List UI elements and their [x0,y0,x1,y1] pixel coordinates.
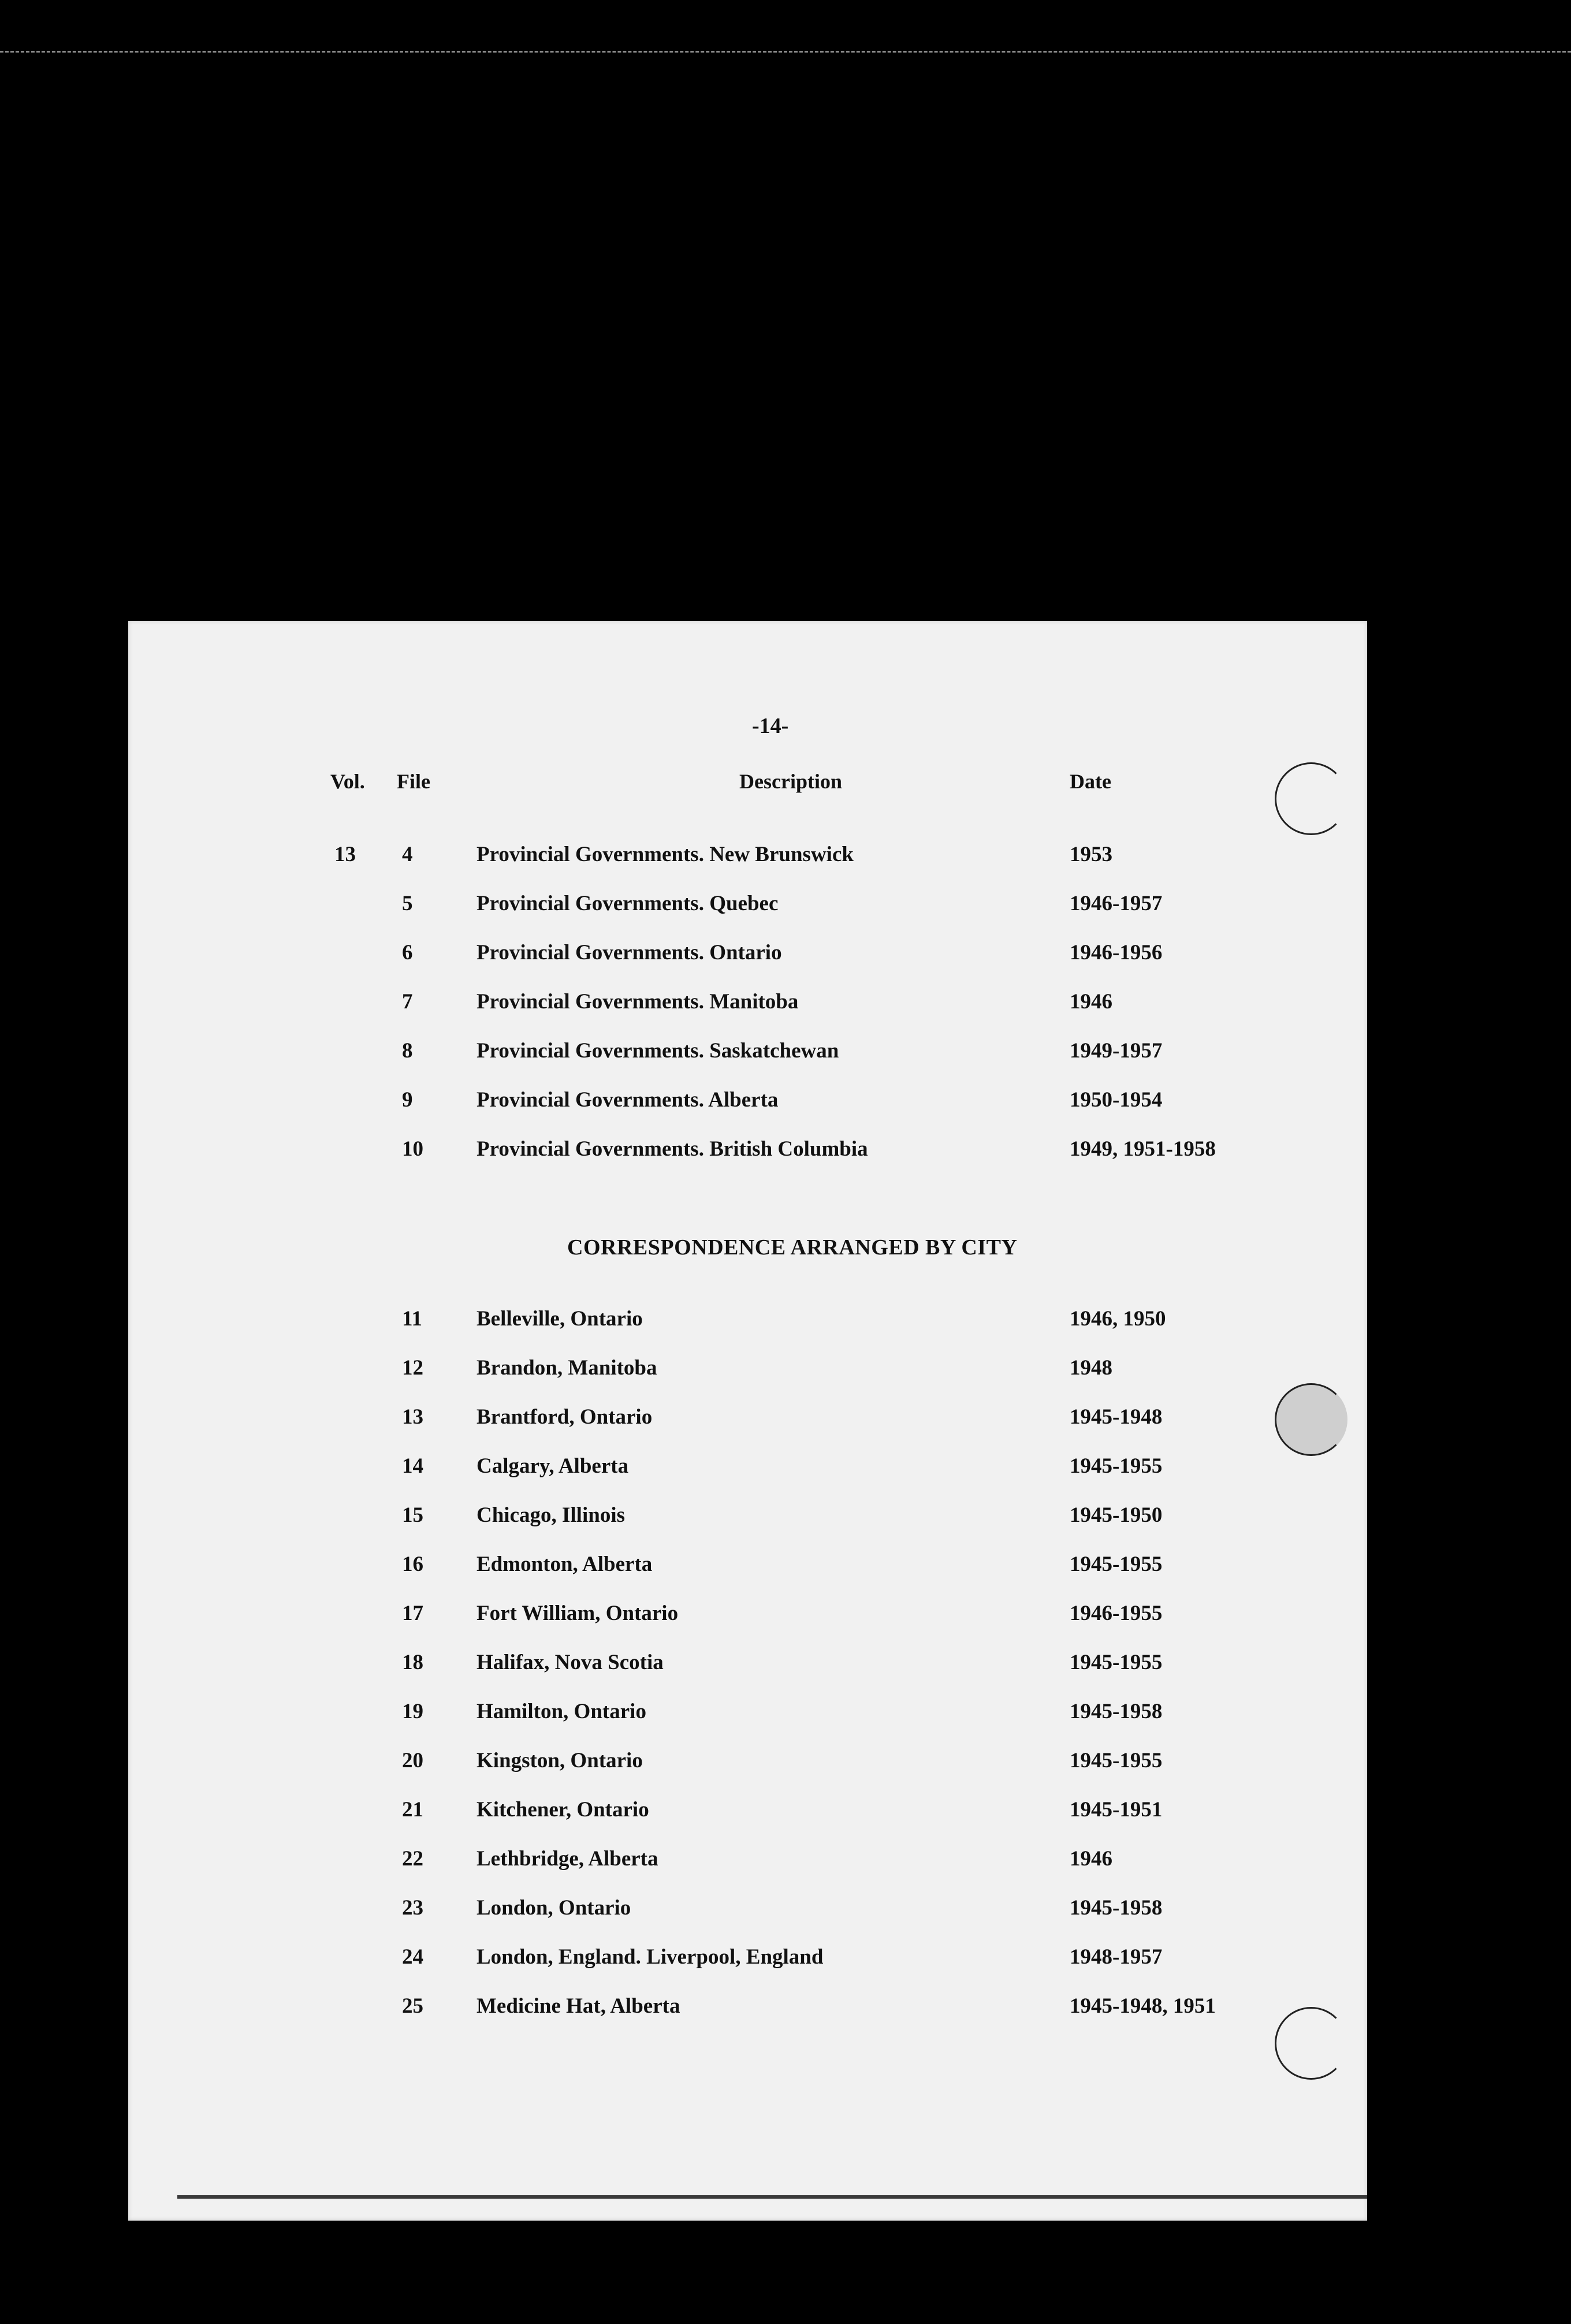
row-date: 1945-1958 [1070,1896,1163,1920]
row-file: 12 [402,1356,423,1380]
row-file: 20 [402,1749,423,1772]
row-file: 21 [402,1798,423,1822]
row-date: 1946 [1070,1847,1112,1871]
row-file: 11 [402,1307,422,1331]
row-date: 1945-1955 [1070,1454,1163,1478]
table-row [128,842,1367,871]
row-date: 1945-1951 [1070,1798,1163,1822]
row-description: Chicago, Illinois [476,1503,625,1527]
table-row [128,1699,1367,1728]
row-file: 9 [402,1088,413,1112]
table-row [128,1994,1367,2023]
punch-hole-middle [1275,1383,1347,1456]
row-description: Kitchener, Ontario [476,1798,649,1822]
row-description: Halifax, Nova Scotia [476,1651,664,1674]
table-row [128,1137,1367,1165]
row-file: 17 [402,1602,423,1625]
row-description: London, Ontario [476,1896,631,1920]
row-date: 1945-1948, 1951 [1070,1994,1216,2018]
row-date: 1945-1955 [1070,1749,1163,1772]
row-date: 1953 [1070,843,1112,866]
table-row [128,1454,1367,1483]
row-description: Belleville, Ontario [476,1307,643,1331]
table-row [128,1797,1367,1826]
row-description: Provincial Governments. Alberta [476,1088,779,1112]
row-file: 22 [402,1847,423,1871]
row-file: 24 [402,1945,423,1969]
row-description: Provincial Governments. Ontario [476,941,782,964]
row-description: Provincial Governments. New Brunswick [476,843,854,866]
scan-top-edge [0,51,1571,53]
row-description: Medicine Hat, Alberta [476,1994,680,2018]
column-header-date: Date [1070,770,1111,793]
table-row [128,1306,1367,1335]
punch-hole-top [1275,762,1347,835]
row-file: 15 [402,1503,423,1527]
punch-hole-bottom [1275,2007,1347,2080]
row-file: 16 [402,1552,423,1576]
row-description: Provincial Governments. British Columbia [476,1137,868,1161]
table-row [128,1601,1367,1630]
column-header-vol: Vol. [330,770,365,793]
row-file: 18 [402,1651,423,1674]
row-file: 23 [402,1896,423,1920]
row-description: Kingston, Ontario [476,1749,643,1772]
row-date: 1946-1956 [1070,941,1163,964]
row-date: 1945-1958 [1070,1700,1163,1723]
table-row [128,1405,1367,1433]
row-description: Provincial Governments. Saskatchewan [476,1039,839,1063]
row-date: 1945-1950 [1070,1503,1163,1527]
table-row [128,1038,1367,1067]
row-date: 1948-1957 [1070,1945,1163,1969]
row-file: 6 [402,941,413,964]
table-row [128,1945,1367,1973]
row-description: Brantford, Ontario [476,1405,653,1429]
column-header-description: Description [739,770,842,793]
row-date: 1948 [1070,1356,1112,1380]
row-date: 1949-1957 [1070,1039,1163,1063]
table-row [128,1650,1367,1679]
table-row [128,940,1367,969]
row-date: 1945-1948 [1070,1405,1163,1429]
document-page [128,621,1367,2221]
column-header-file: File [397,770,430,793]
page-number: -14- [752,714,789,738]
row-description: Fort William, Ontario [476,1602,679,1625]
section-title: CORRESPONDENCE ARRANGED BY CITY [567,1235,1018,1260]
bottom-rule [177,2195,1367,2199]
row-vol: 13 [334,843,356,866]
row-file: 25 [402,1994,423,2018]
table-row [128,1748,1367,1777]
table-row [128,1503,1367,1532]
row-description: Provincial Governments. Manitoba [476,990,799,1014]
row-description: Hamilton, Ontario [476,1700,646,1723]
row-file: 19 [402,1700,423,1723]
table-row [128,1846,1367,1875]
row-file: 10 [402,1137,423,1161]
row-file: 5 [402,892,413,915]
row-description: Brandon, Manitoba [476,1356,657,1380]
row-description: Calgary, Alberta [476,1454,629,1478]
table-row [128,1552,1367,1581]
table-row [128,1355,1367,1384]
row-file: 4 [402,843,413,866]
row-file: 8 [402,1039,413,1063]
row-description: Provincial Governments. Quebec [476,892,779,915]
row-description: Edmonton, Alberta [476,1552,653,1576]
row-date: 1946 [1070,990,1112,1014]
row-date: 1946-1957 [1070,892,1163,915]
row-date: 1946, 1950 [1070,1307,1166,1331]
table-row [128,989,1367,1018]
table-row [128,1087,1367,1116]
row-date: 1945-1955 [1070,1552,1163,1576]
row-file: 7 [402,990,413,1014]
row-date: 1949, 1951-1958 [1070,1137,1216,1161]
row-date: 1945-1955 [1070,1651,1163,1674]
table-row [128,891,1367,920]
row-description: Lethbridge, Alberta [476,1847,658,1871]
row-date: 1946-1955 [1070,1602,1163,1625]
row-date: 1950-1954 [1070,1088,1163,1112]
row-file: 14 [402,1454,423,1478]
table-row [128,1895,1367,1924]
row-description: London, England. Liverpool, England [476,1945,824,1969]
row-file: 13 [402,1405,423,1429]
